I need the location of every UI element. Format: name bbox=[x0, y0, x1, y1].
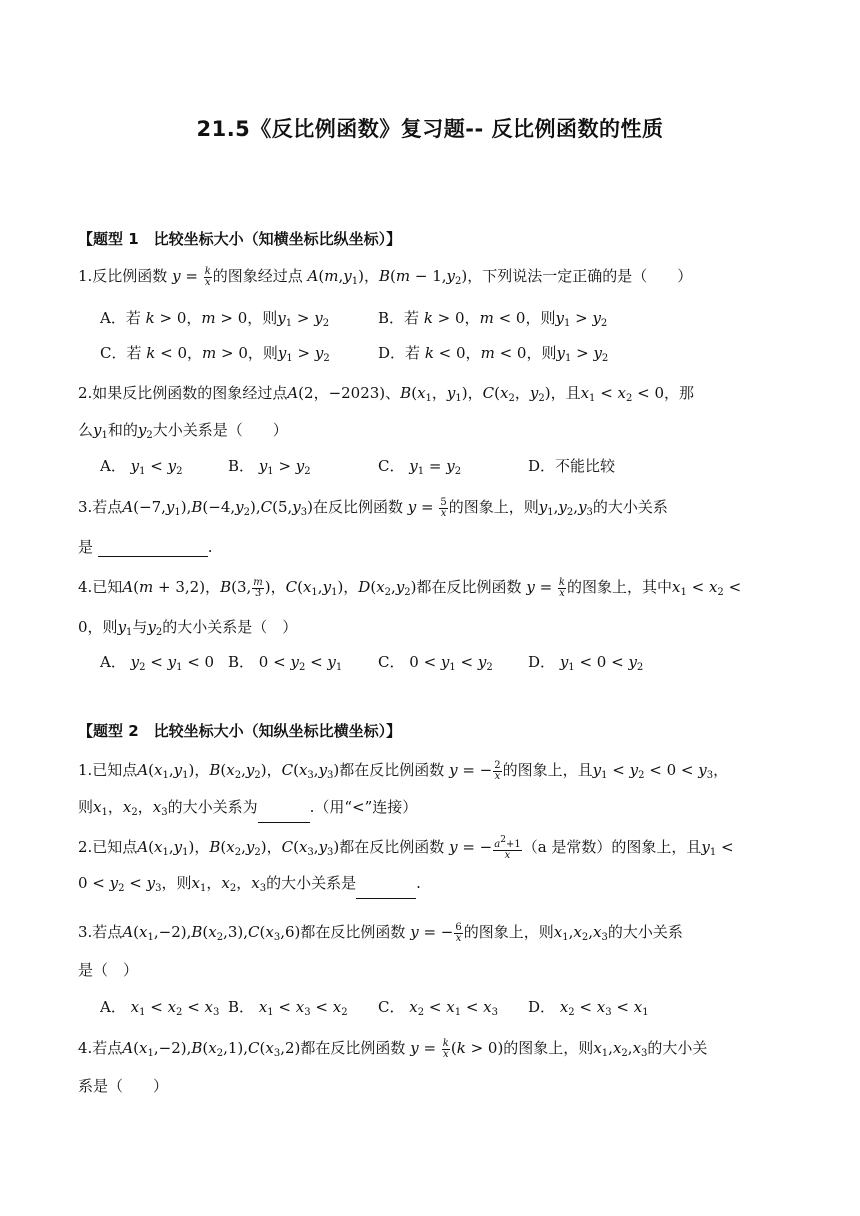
question-2-1-line2: 则$x_1$，$x_2$，$x_3$的大小关系为 .（用“<”连接） bbox=[78, 797, 417, 823]
option-d[interactable]: D． $y_1 < 0 < y_2$ bbox=[528, 653, 644, 673]
answer-blank[interactable] bbox=[258, 808, 310, 823]
section-heading-1: 【题型 1 比较坐标大小（知横坐标比纵坐标）】 bbox=[78, 230, 402, 248]
option-c[interactable]: C．若 k < 0，m > 0，则$y_1 > y_2$ bbox=[100, 344, 330, 364]
option-b[interactable]: B． $x_1 < x_3 < x_2$ bbox=[228, 998, 348, 1018]
question-1-4-line2: 0，则$y_1$与$y_2$的大小关系是（ ） bbox=[78, 618, 298, 638]
question-1-1: 1.反比例函数 y = $\frac{k}{x}$ 的图象经过点 $A(m,y_1)$，$B(m - 1,y_2)$，下列说法一定正确的是（ ） bbox=[78, 265, 693, 288]
question-2-3: 3.若点$A(x_1,-2),B(x_2,3),C(x_3,6)$都在反比例函数 y = − $\frac{6}{x}$ 的图象上，则$x_1,x_2,x_3$的大小关系 bbox=[78, 921, 683, 944]
question-2-3-line2: 是（ ） bbox=[78, 961, 139, 979]
option-a[interactable]: A． $y_2 < y_1 < 0$ bbox=[100, 653, 215, 673]
question-2-2: 2.已知点$A(x_1,y_1)$，$B(x_2,y_2)$，$C(x_3,y_3)$都在反比例函数 y = − $\frac{a^2+1}{x}$ （a 是常数）的图象上，且$y_1$ < bbox=[78, 835, 734, 861]
question-1-2: 2.如果反比例函数的图象经过点A(2，−2023)、$B(x_1$，$y_1$)，$C(x_2$，$y_2$)，且$x_1 < x_2 < 0$，那 bbox=[78, 384, 695, 404]
question-1-4: 4.已知A(m + 3,2)，B(3, $\frac{m}{3}$ )，$C(x_1,y_1)$，$D(x_2,y_2)$都在反比例函数 y = $\frac{k}{x}$ 的图象上，其中$x_1 < x_2$ < bbox=[78, 576, 742, 599]
question-1-3-line2: 是 . bbox=[78, 538, 213, 556]
question-1-2-line2: 么$y_1$和的$y_2$大小关系是（ ） bbox=[78, 421, 288, 441]
option-b[interactable]: B． $y_1 > y_2$ bbox=[228, 457, 311, 477]
answer-blank[interactable] bbox=[98, 542, 208, 557]
question-2-4-line2: 系是（ ） bbox=[78, 1077, 169, 1095]
option-c[interactable]: C． $y_1 = y_2$ bbox=[378, 457, 462, 477]
option-d[interactable]: D．不能比较 bbox=[528, 457, 616, 475]
option-d[interactable]: D． $x_2 < x_3 < x_1$ bbox=[528, 998, 649, 1018]
option-c[interactable]: C． $x_2 < x_1 < x_3$ bbox=[378, 998, 499, 1018]
question-2-4: 4.若点$A(x_1,-2),B(x_2,1),C(x_3,2)$都在反比例函数 y = $\frac{k}{x}$ (k > 0)的图象上，则$x_1,x_2,x_3$的大小关 bbox=[78, 1037, 708, 1060]
question-1-3: 3.若点$A(-7,y_1),B(-4,y_2),C(5,y_3)$在反比例函数 y = $\frac{5}{x}$ 的图象上，则$y_1,y_2,y_3$的大小关系 bbox=[78, 496, 668, 519]
answer-blank[interactable] bbox=[356, 884, 416, 899]
question-2-2-line2: $0 < y_2 < y_3$，则$x_1$，$x_2$，$x_3$的大小关系是 . bbox=[78, 873, 421, 899]
option-a[interactable]: A． $y_1 < y_2$ bbox=[100, 457, 183, 477]
option-d[interactable]: D．若 k < 0，m < 0，则$y_1 > y_2$ bbox=[378, 344, 609, 364]
option-c[interactable]: C． $0 < y_1 < y_2$ bbox=[378, 653, 493, 673]
page-title: 21.5《反比例函数》复习题-- 反比例函数的性质 bbox=[196, 117, 664, 141]
question-2-1: 1.已知点$A(x_1,y_1)$，$B(x_2,y_2)$，$C(x_3,y_3)$都在反比例函数 y = − $\frac{2}{x}$ 的图象上，且$y_1 < y_2 < 0 < y_3$， bbox=[78, 759, 729, 782]
option-a[interactable]: A． $x_1 < x_2 < x_3$ bbox=[100, 998, 220, 1018]
section-heading-2: 【题型 2 比较坐标大小（知纵坐标比横坐标）】 bbox=[78, 722, 402, 740]
option-b[interactable]: B．若 k > 0，m < 0，则$y_1 > y_2$ bbox=[378, 309, 608, 329]
option-a[interactable]: A．若 k > 0，m > 0，则$y_1 > y_2$ bbox=[100, 309, 330, 329]
option-b[interactable]: B． $0 < y_2 < y_1$ bbox=[228, 653, 343, 673]
